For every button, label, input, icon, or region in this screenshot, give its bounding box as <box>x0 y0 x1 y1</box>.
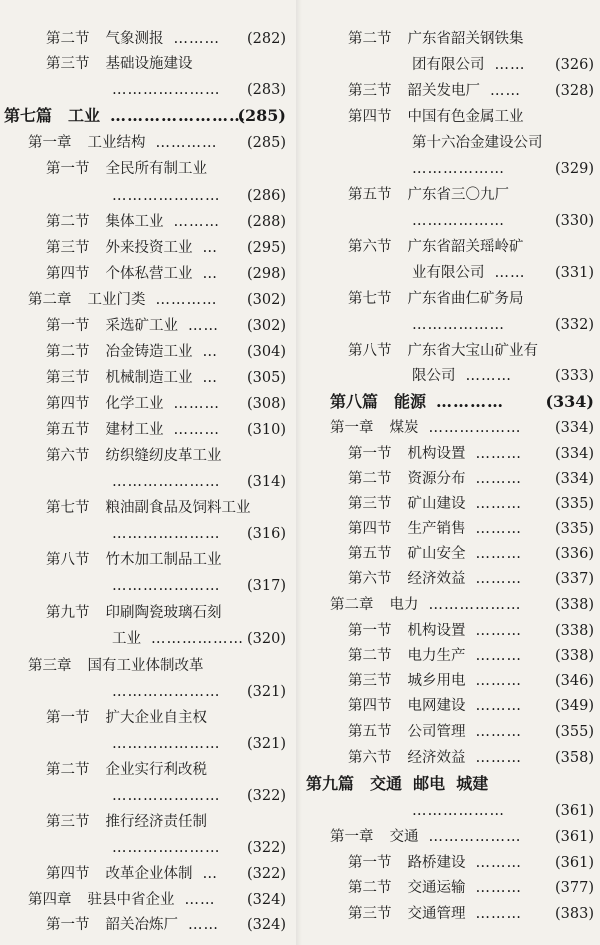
dot-leader: ……… <box>475 471 522 487</box>
entry-label: 第二节 <box>46 762 90 778</box>
toc-entry <box>0 496 292 520</box>
toc-entry <box>302 27 600 51</box>
entry-page: (321) <box>247 684 286 700</box>
entry-page: (334) <box>555 420 594 436</box>
entry-title: 广东省大宝山矿业有 <box>407 343 538 359</box>
dot-leader: ……… <box>173 214 220 230</box>
entry-label: 第三节 <box>348 673 392 689</box>
entry-label: 第三节 <box>46 56 90 72</box>
entry-page: (338) <box>555 648 594 664</box>
entry-title: 第十六冶金建设公司 <box>412 135 543 151</box>
toc-entry <box>302 720 600 744</box>
toc-entry <box>0 913 292 937</box>
toc-part-heading <box>302 390 600 414</box>
toc-entry-continuation <box>302 53 600 77</box>
dot-leader: … <box>202 866 218 882</box>
dot-leader: ………………… <box>112 82 221 98</box>
dot-leader: ……………… <box>412 161 505 177</box>
entry-label: 第二节 <box>348 471 392 487</box>
entry-label: 第二节 <box>348 880 392 896</box>
entry-page: (349) <box>555 698 594 714</box>
dot-leader: ……… <box>475 855 522 871</box>
entry-page: (322) <box>247 840 286 856</box>
entry-label: 第二节 <box>46 31 90 47</box>
entry-label: 第四节 <box>348 521 392 537</box>
dot-leader: … <box>202 240 218 256</box>
toc-chapter <box>0 888 292 912</box>
entry-label: 第一节 <box>348 446 392 462</box>
dot-leader: ……… <box>465 368 512 384</box>
entry-page: (302) <box>247 292 286 308</box>
toc-entry-continuation <box>302 364 600 388</box>
toc-entry-continuation <box>302 799 600 823</box>
toc-entry <box>302 619 600 643</box>
entry-label: 第一节 <box>46 917 90 933</box>
entry-title: 外来投资工业 <box>105 240 193 256</box>
toc-entry-continuation <box>0 522 292 546</box>
entry-page: (383) <box>555 906 594 922</box>
entry-page: (317) <box>247 578 286 594</box>
chapter-title: 工业结构 <box>87 135 146 151</box>
dot-leader: ……… <box>173 396 220 412</box>
entry-title: 机构设置 <box>407 623 466 639</box>
toc-entry <box>302 287 600 311</box>
toc-entry <box>302 442 600 466</box>
entry-page: (358) <box>555 750 594 766</box>
entry-title: 城乡用电 <box>407 673 466 689</box>
toc-entry <box>302 183 600 207</box>
toc-entry <box>0 262 292 286</box>
entry-page: (329) <box>555 161 594 177</box>
entry-title: 资源分布 <box>407 471 466 487</box>
entry-title: 采选矿工业 <box>105 318 178 334</box>
toc-entry-continuation <box>0 836 292 860</box>
dot-leader: ……… <box>475 496 522 512</box>
toc-chapter <box>0 654 292 678</box>
toc-entry <box>0 236 292 260</box>
entry-label: 第四节 <box>46 266 90 282</box>
entry-title: 个体私营工业 <box>105 266 193 282</box>
dot-leader: ……………… <box>428 597 522 613</box>
dot-leader: ……… <box>475 906 522 922</box>
entry-page: (324) <box>247 917 286 933</box>
dot-leader: ……………… <box>412 803 505 819</box>
dot-leader: ……………… <box>412 317 505 333</box>
dot-leader: ………… <box>436 392 505 411</box>
toc-entry <box>302 644 600 668</box>
entry-label: 第五节 <box>348 187 392 203</box>
entry-page: (361) <box>555 829 594 845</box>
toc-entry <box>302 669 600 693</box>
entry-label: 第五节 <box>348 724 392 740</box>
entry-title: 交通运输 <box>407 880 466 896</box>
entry-page: (328) <box>555 83 594 99</box>
toc-entry <box>0 210 292 234</box>
entry-page: (316) <box>247 526 286 542</box>
dot-leader: ……… <box>173 31 220 47</box>
entry-title: 交通管理 <box>407 906 466 922</box>
entry-title: 改革企业体制 <box>105 866 193 882</box>
entry-label: 第八节 <box>348 343 392 359</box>
chapter-title: 工业门类 <box>87 292 146 308</box>
entry-title: 广东省三〇九厂 <box>407 187 509 203</box>
dot-leader: …… <box>188 917 219 933</box>
toc-entry-continuation <box>0 680 292 704</box>
toc-entry <box>302 567 600 591</box>
part-title: 交通 邮电 城建 <box>370 774 489 793</box>
entry-label: 第三节 <box>46 814 90 830</box>
entry-title: 生产销售 <box>407 521 466 537</box>
entry-title: 企业实行利改税 <box>105 762 207 778</box>
entry-label: 第一节 <box>348 623 392 639</box>
toc-entry-continuation <box>0 784 292 808</box>
chapter-label: 第四章 <box>28 892 72 908</box>
chapter-title: 煤炭 <box>389 420 419 436</box>
entry-page: (331) <box>555 265 594 281</box>
entry-title: 韶关冶炼厂 <box>105 917 178 933</box>
toc-entry <box>0 340 292 364</box>
entry-title: 机械制造工业 <box>105 370 193 386</box>
dot-leader: ……… <box>475 648 522 664</box>
toc-entry <box>0 810 292 834</box>
chapter-label: 第二章 <box>330 597 374 613</box>
entry-label: 第三节 <box>348 906 392 922</box>
dot-leader: ……… <box>475 521 522 537</box>
toc-entry <box>302 467 600 491</box>
entry-page: (330) <box>555 213 594 229</box>
entry-label: 第六节 <box>348 239 392 255</box>
part-label: 第七篇 <box>4 106 53 125</box>
entry-page: (288) <box>247 214 286 230</box>
entry-label: 第六节 <box>348 750 392 766</box>
toc-entry-continuation <box>0 470 292 494</box>
part-label: 第八篇 <box>330 392 379 411</box>
entry-page: (308) <box>247 396 286 412</box>
entry-page: (338) <box>555 597 594 613</box>
dot-leader: … <box>202 370 218 386</box>
dot-leader: …………………… <box>110 106 247 125</box>
entry-label: 第三节 <box>348 496 392 512</box>
entry-page: (377) <box>555 880 594 896</box>
entry-page: (282) <box>247 31 286 47</box>
dot-leader: ……… <box>475 623 522 639</box>
entry-title: 气象测报 <box>105 31 164 47</box>
entry-label: 第三节 <box>46 370 90 386</box>
entry-label: 第九节 <box>46 605 90 621</box>
entry-title: 经济效益 <box>407 750 466 766</box>
toc-entry-continuation <box>302 131 600 155</box>
dot-leader: ……… <box>475 546 522 562</box>
entry-title: 韶关发电厂 <box>407 83 480 99</box>
entry-page: (324) <box>247 892 286 908</box>
entry-label: 第四节 <box>348 698 392 714</box>
toc-entry <box>302 542 600 566</box>
dot-leader: …… <box>188 318 219 334</box>
toc-entry <box>302 694 600 718</box>
entry-page: (295) <box>247 240 286 256</box>
entry-page: (361) <box>555 803 594 819</box>
toc-entry-continuation <box>302 157 600 181</box>
dot-leader: ………………… <box>112 788 221 804</box>
chapter-label: 第一章 <box>330 829 374 845</box>
dot-leader: … <box>202 266 218 282</box>
dot-leader: ……… <box>475 698 522 714</box>
dot-leader: ………………… <box>112 578 221 594</box>
chapter-title: 电力 <box>389 597 419 613</box>
toc-entry <box>302 746 600 770</box>
entry-label: 第七节 <box>46 500 90 516</box>
entry-page: (314) <box>247 474 286 490</box>
dot-leader: ………………… <box>112 736 221 752</box>
dot-leader: ………………… <box>112 188 221 204</box>
dot-leader: ……… <box>475 750 522 766</box>
toc-part-heading <box>0 104 292 128</box>
entry-label: 第六节 <box>46 448 90 464</box>
dot-leader: ……………… <box>428 829 522 845</box>
toc-entry <box>0 444 292 468</box>
entry-title: 全民所有制工业 <box>105 161 207 177</box>
entry-page: (283) <box>247 82 286 98</box>
dot-leader: ……… <box>475 880 522 896</box>
entry-title: 广东省韶关瑶岭矿 <box>407 239 524 255</box>
entry-title: 印刷陶瓷玻璃石刻 <box>105 605 222 621</box>
entry-title: 经济效益 <box>407 571 466 587</box>
entry-page: (298) <box>247 266 286 282</box>
entry-page: (304) <box>247 344 286 360</box>
entry-page: (335) <box>555 496 594 512</box>
entry-title: 矿山建设 <box>407 496 466 512</box>
entry-page: (285) <box>237 106 286 125</box>
entry-label: 第一节 <box>348 855 392 871</box>
dot-leader: ………… <box>155 292 218 308</box>
chapter-label: 第二章 <box>28 292 72 308</box>
toc-entry <box>302 876 600 900</box>
entry-page: (334) <box>545 392 594 411</box>
entry-title: 路桥建设 <box>407 855 466 871</box>
toc-entry <box>0 862 292 886</box>
entry-page: (285) <box>247 135 286 151</box>
entry-label: 第二节 <box>348 648 392 664</box>
entry-label: 第二节 <box>348 31 392 47</box>
chapter-title: 驻县中省企业 <box>87 892 175 908</box>
dot-leader: ……… <box>475 571 522 587</box>
chapter-title: 交通 <box>389 829 419 845</box>
toc-chapter <box>302 593 600 617</box>
entry-label: 第三节 <box>348 83 392 99</box>
dot-leader: ……………… <box>151 631 244 647</box>
entry-title: 机构设置 <box>407 446 466 462</box>
entry-page: (286) <box>247 188 286 204</box>
entry-page: (302) <box>247 318 286 334</box>
toc-chapter <box>0 288 292 312</box>
entry-label: 第五节 <box>348 546 392 562</box>
chapter-label: 第一章 <box>28 135 72 151</box>
entry-label: 第一节 <box>46 710 90 726</box>
entry-label: 第四节 <box>46 396 90 412</box>
entry-title: 中国有色金属工业 <box>407 109 524 125</box>
entry-label: 第五节 <box>46 422 90 438</box>
dot-leader: …… <box>494 57 526 73</box>
entry-page: (322) <box>247 866 286 882</box>
entry-page: (326) <box>555 57 594 73</box>
entry-title: 限公司 <box>412 368 456 384</box>
dot-leader: …… <box>490 83 521 99</box>
entry-page: (321) <box>247 736 286 752</box>
entry-title: 广东省曲仁矿务局 <box>407 291 524 307</box>
entry-page: (355) <box>555 724 594 740</box>
dot-leader: ……… <box>173 422 220 438</box>
entry-title: 电力生产 <box>407 648 466 664</box>
toc-entry <box>302 492 600 516</box>
entry-page: (310) <box>247 422 286 438</box>
toc-chapter <box>302 825 600 849</box>
toc-part-heading <box>302 772 600 796</box>
entry-page: (305) <box>247 370 286 386</box>
toc-entry-continuation <box>302 313 600 337</box>
entry-page: (346) <box>555 673 594 689</box>
dot-leader: ……… <box>475 724 522 740</box>
toc-entry-continuation <box>0 732 292 756</box>
dot-leader: …… <box>494 265 526 281</box>
entry-label: 第一节 <box>46 161 90 177</box>
entry-page: (334) <box>555 446 594 462</box>
toc-entry <box>0 52 292 76</box>
toc-entry <box>0 601 292 625</box>
entry-title: 业有限公司 <box>412 265 485 281</box>
part-label: 第九篇 <box>306 774 355 793</box>
entry-label: 第四节 <box>348 109 392 125</box>
dot-leader: ………… <box>155 135 218 151</box>
chapter-title: 国有工业体制改革 <box>87 658 204 674</box>
entry-page: (322) <box>247 788 286 804</box>
toc-entry-continuation <box>0 574 292 598</box>
toc-chapter <box>0 131 292 155</box>
toc-entry-continuation <box>0 184 292 208</box>
entry-title: 纺织缝纫皮革工业 <box>105 448 222 464</box>
toc-entry <box>0 418 292 442</box>
entry-title: 工业 <box>112 631 141 647</box>
entry-page: (334) <box>555 471 594 487</box>
toc-entry <box>0 392 292 416</box>
toc-entry-continuation <box>0 627 292 651</box>
entry-title: 化学工业 <box>105 396 164 412</box>
entry-title: 推行经济责任制 <box>105 814 207 830</box>
entry-title: 团有限公司 <box>412 57 485 73</box>
entry-title: 粮油副食品及饲料工业 <box>105 500 251 516</box>
toc-entry <box>0 758 292 782</box>
entry-title: 公司管理 <box>407 724 466 740</box>
toc-entry <box>0 706 292 730</box>
dot-leader: ……………… <box>428 420 522 436</box>
entry-title: 建材工业 <box>105 422 164 438</box>
toc-chapter <box>302 416 600 440</box>
dot-leader: ………………… <box>112 684 221 700</box>
entry-label: 第二节 <box>46 344 90 360</box>
entry-label: 第八节 <box>46 552 90 568</box>
toc-entry <box>302 235 600 259</box>
entry-page: (335) <box>555 521 594 537</box>
part-title: 能源 <box>394 392 427 411</box>
dot-leader: ……… <box>475 446 522 462</box>
dot-leader: ………………… <box>112 840 221 856</box>
dot-leader: ………………… <box>112 526 221 542</box>
toc-entry <box>302 902 600 926</box>
entry-page: (361) <box>555 855 594 871</box>
entry-page: (337) <box>555 571 594 587</box>
toc-entry <box>302 339 600 363</box>
entry-title: 广东省韶关钢铁集 <box>407 31 524 47</box>
entry-page: (320) <box>247 631 286 647</box>
dot-leader: … <box>202 344 218 360</box>
toc-entry-continuation <box>302 261 600 285</box>
toc-entry <box>0 27 292 51</box>
part-title: 工业 <box>68 106 101 125</box>
toc-entry <box>302 851 600 875</box>
dot-leader: …… <box>184 892 216 908</box>
entry-title: 竹木加工制品工业 <box>105 552 222 568</box>
entry-label: 第四节 <box>46 866 90 882</box>
entry-title: 扩大企业自主权 <box>105 710 207 726</box>
toc-entry <box>302 105 600 129</box>
dot-leader: ……… <box>475 673 522 689</box>
toc-entry <box>0 366 292 390</box>
chapter-label: 第三章 <box>28 658 72 674</box>
entry-label: 第一节 <box>46 318 90 334</box>
toc-entry <box>0 548 292 572</box>
entry-label: 第三节 <box>46 240 90 256</box>
entry-label: 第六节 <box>348 571 392 587</box>
entry-page: (333) <box>555 368 594 384</box>
entry-title: 基础设施建设 <box>105 56 193 72</box>
toc-entry <box>302 517 600 541</box>
toc-entry-continuation <box>302 209 600 233</box>
entry-title: 冶金铸造工业 <box>105 344 193 360</box>
toc-entry <box>0 157 292 181</box>
entry-page: (332) <box>555 317 594 333</box>
entry-title: 电网建设 <box>407 698 466 714</box>
dot-leader: ………………… <box>112 474 221 490</box>
entry-title: 矿山安全 <box>407 546 466 562</box>
entry-title: 集体工业 <box>105 214 164 230</box>
entry-page: (338) <box>555 623 594 639</box>
dot-leader: ……………… <box>412 213 505 229</box>
toc-entry-continuation <box>0 78 292 102</box>
entry-label: 第七节 <box>348 291 392 307</box>
chapter-label: 第一章 <box>330 420 374 436</box>
entry-label: 第二节 <box>46 214 90 230</box>
toc-entry <box>302 79 600 103</box>
entry-page: (336) <box>555 546 594 562</box>
toc-entry <box>0 314 292 338</box>
